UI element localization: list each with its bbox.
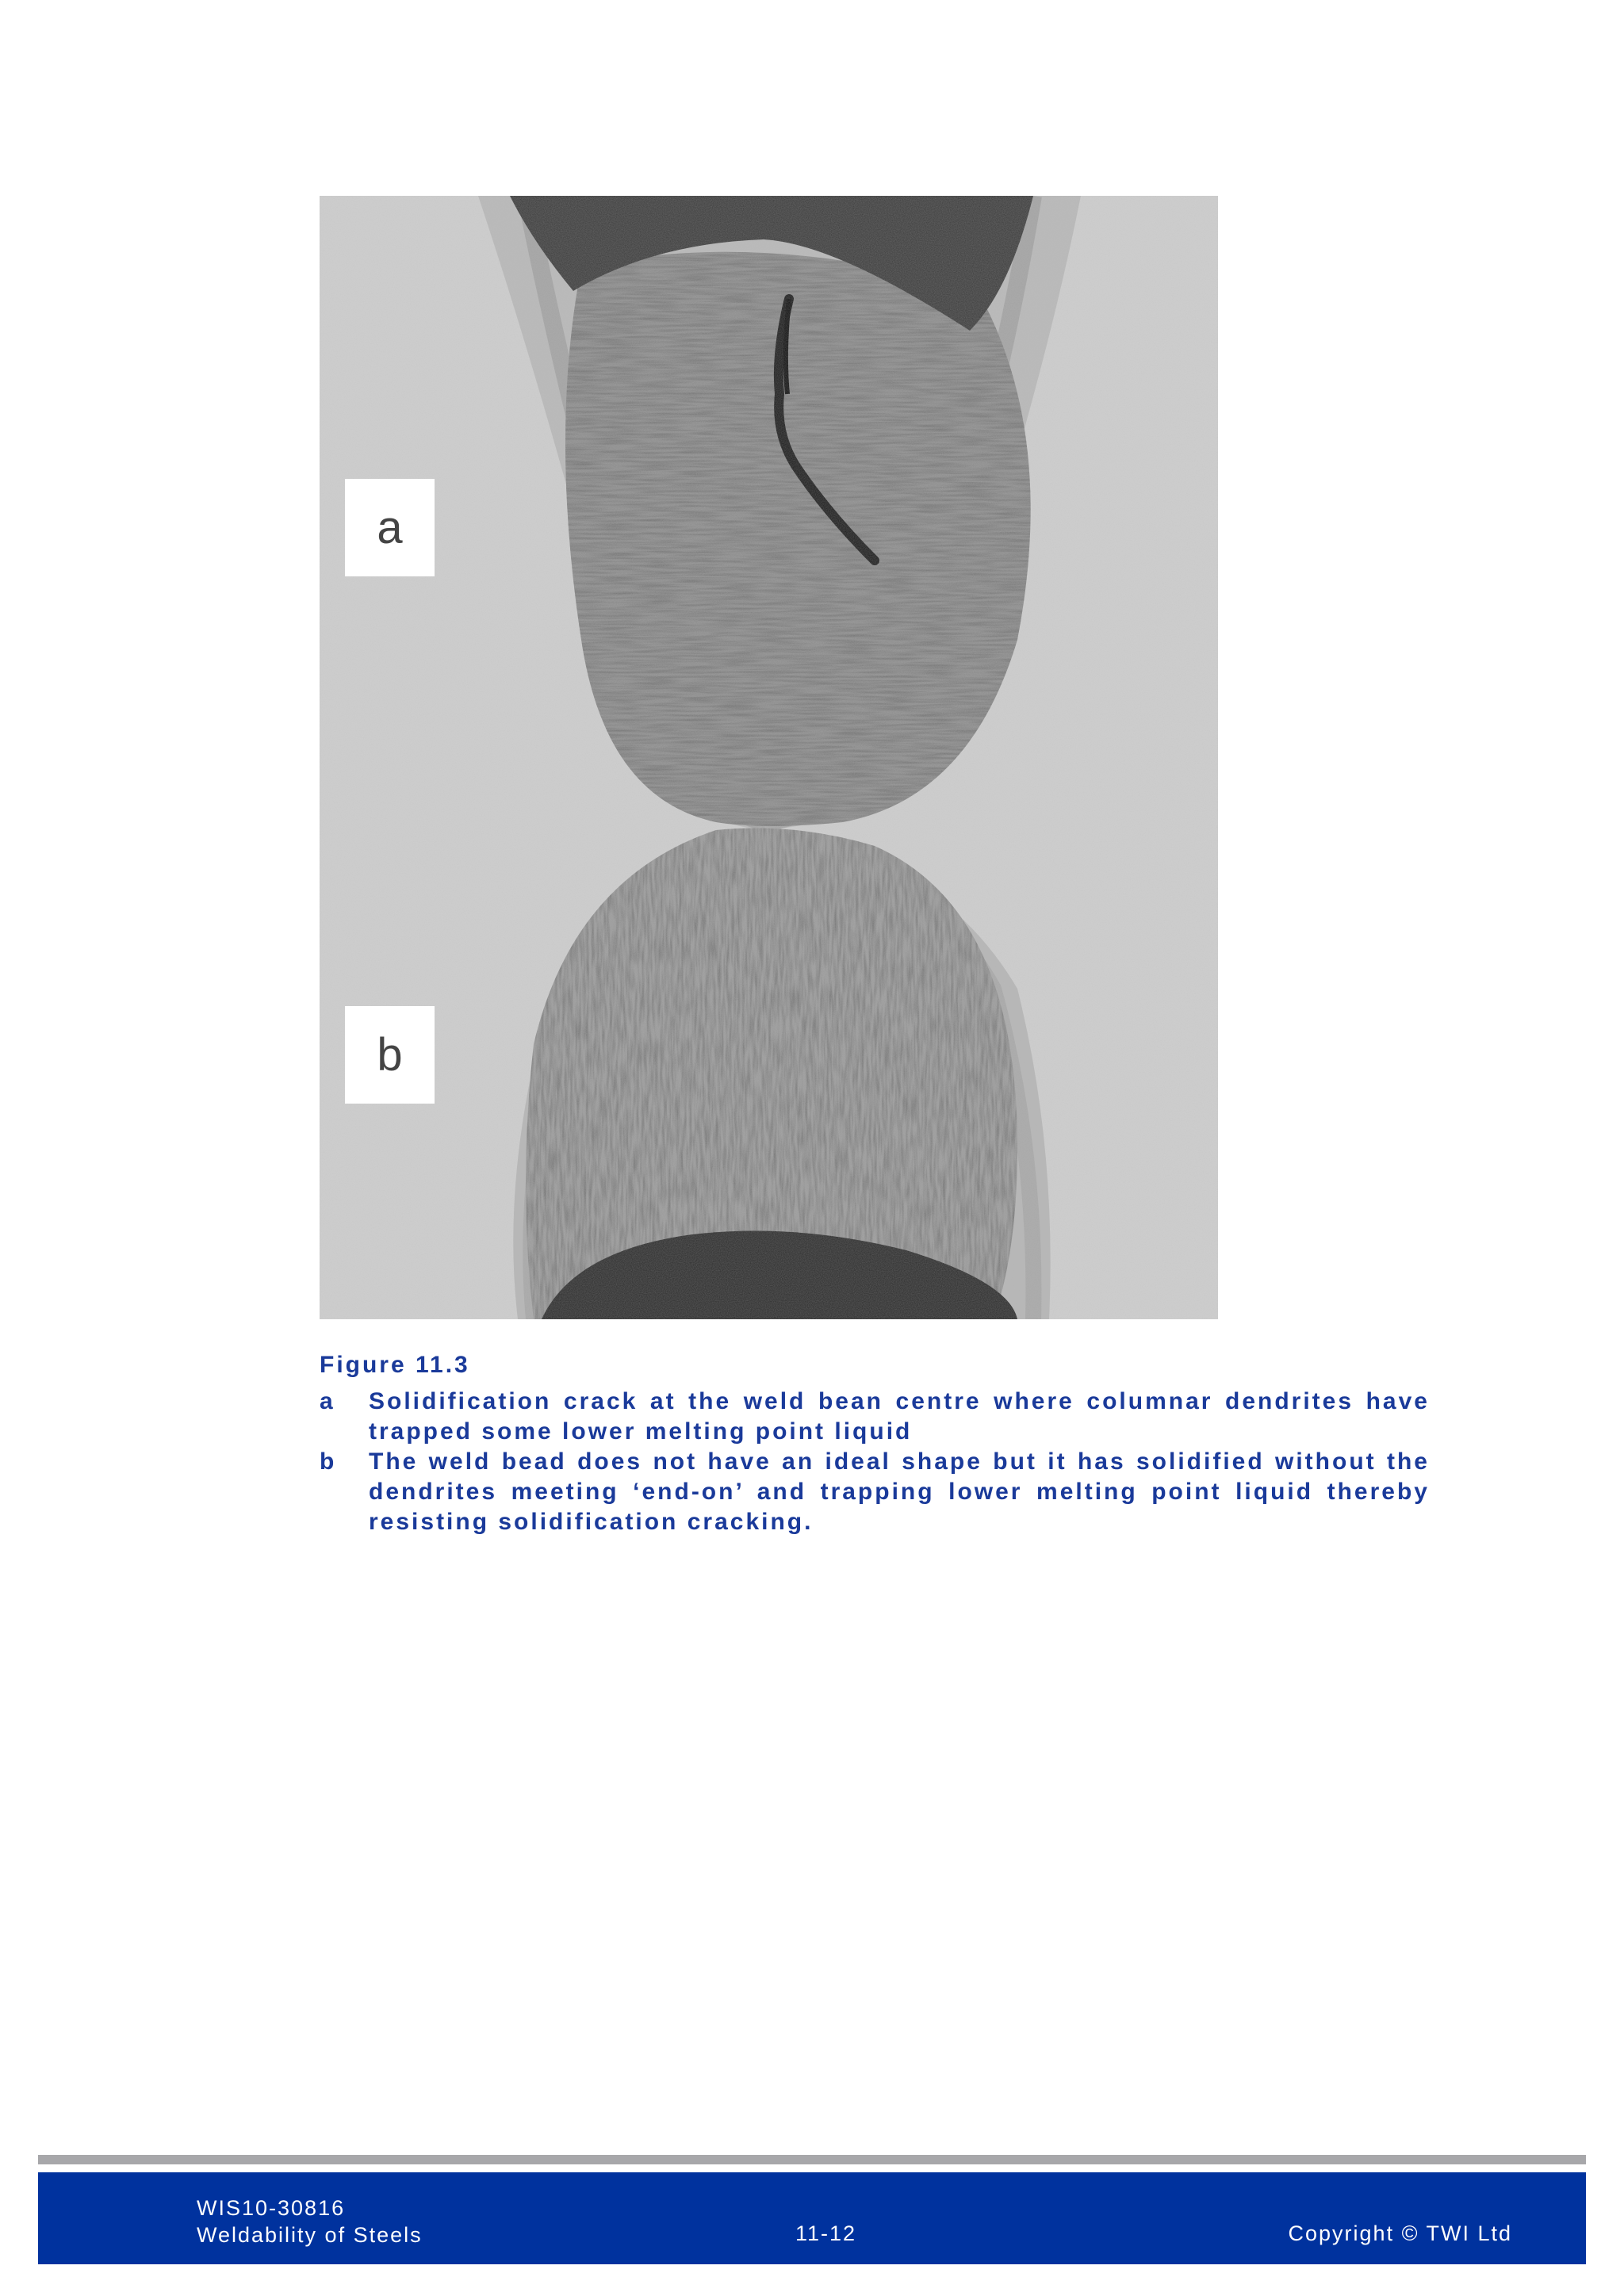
footer-doc-code: WIS10-30816 <box>197 2196 346 2220</box>
footer-doc-info <box>197 2195 423 2248</box>
caption-item-text: Solidification crack at the weld bean centre where columnar dendrites have trapped some lower melting point liquid <box>369 1388 1430 1445</box>
figure-label-a: a <box>345 479 435 576</box>
weld-macrograph <box>320 196 1218 1319</box>
figure-caption <box>320 1350 1430 1537</box>
caption-item-a <box>320 1387 1430 1447</box>
caption-item-text: The weld bead does not have an ideal shape but it has solidified without the dendrites meeting ‘end-on’ and trapping lower melting point liquid thereby resisting solidification cracking. <box>369 1448 1430 1535</box>
caption-item-letter: a <box>320 1388 335 1414</box>
caption-item-b <box>320 1447 1430 1537</box>
page-footer <box>38 2172 1586 2264</box>
figure-caption-title: Figure 11.3 <box>320 1352 470 1378</box>
footer-divider <box>38 2155 1586 2164</box>
footer-copyright: Copyright © TWI Ltd <box>1288 2221 1512 2245</box>
weld-macrograph-image <box>320 196 1218 1319</box>
footer-doc-title: Weldability of Steels <box>197 2223 423 2247</box>
caption-item-letter: b <box>320 1448 337 1475</box>
footer-page-number: 11-12 <box>795 2221 857 2245</box>
figure-label-b: b <box>345 1006 435 1104</box>
